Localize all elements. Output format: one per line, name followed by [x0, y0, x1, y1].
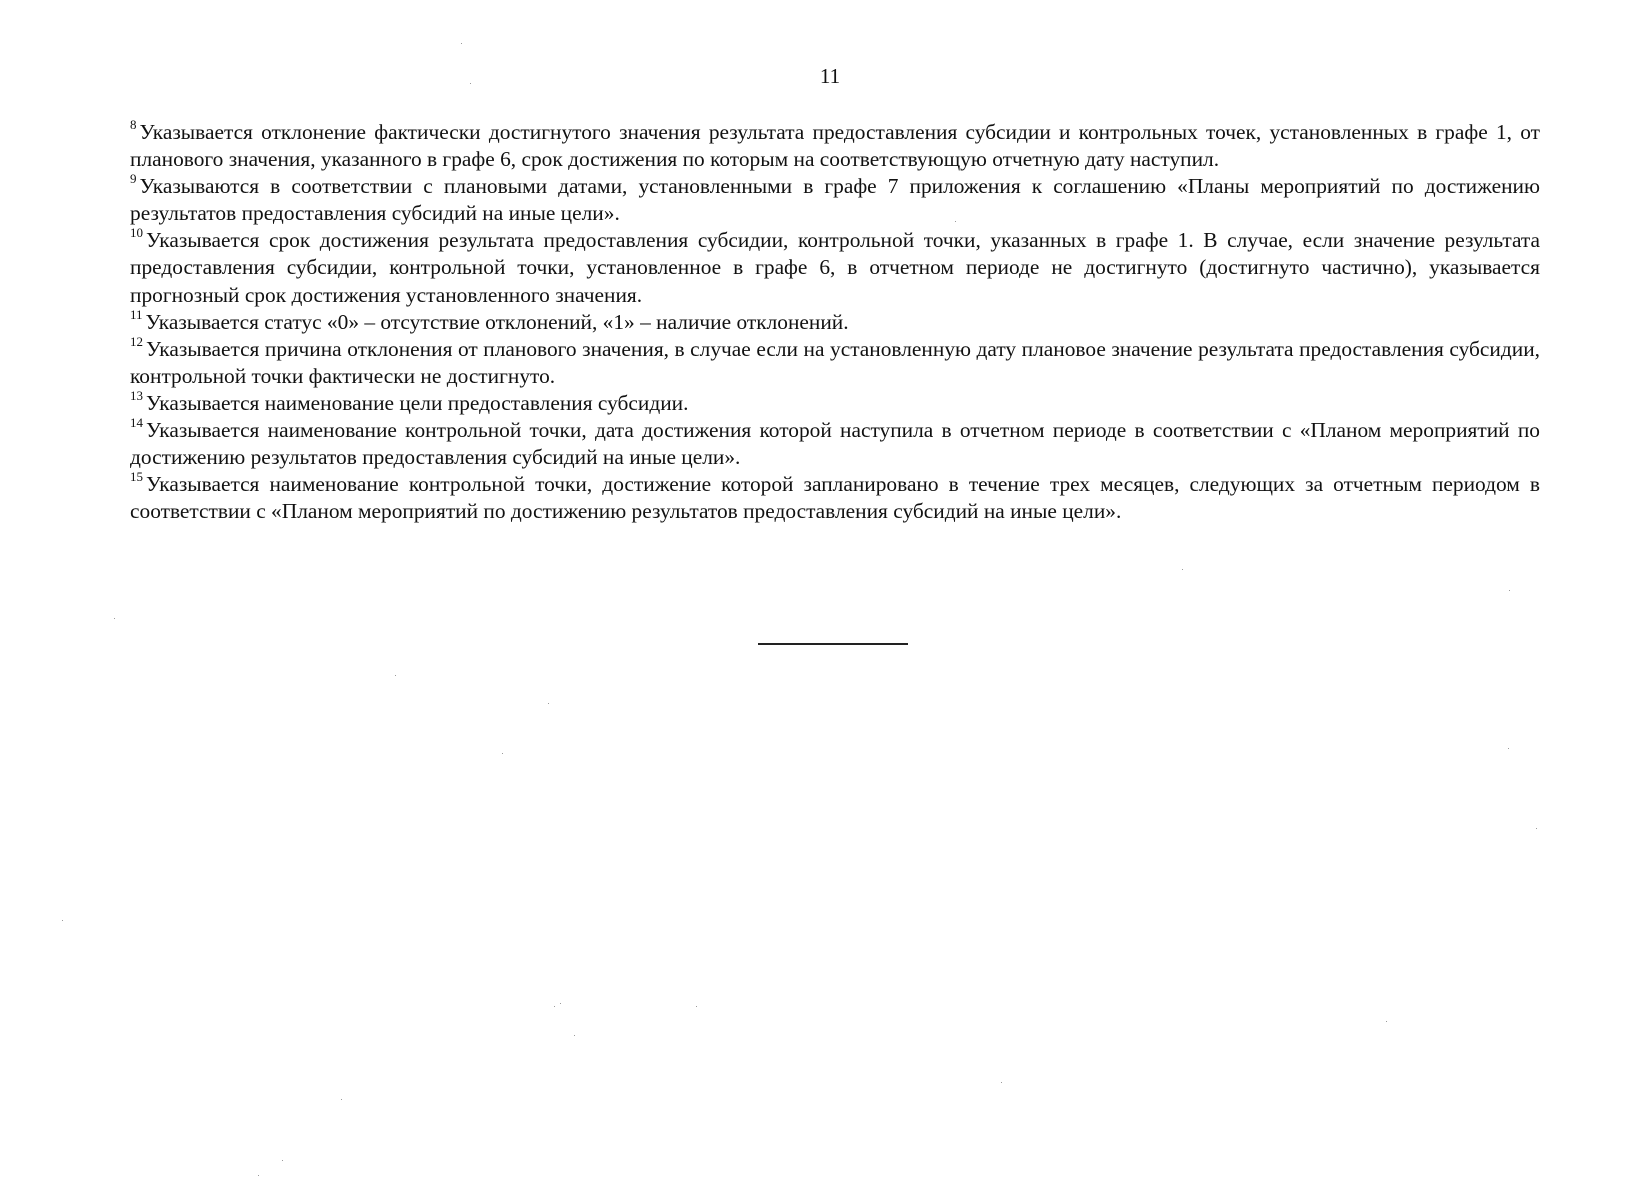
scan-speck [548, 703, 549, 704]
scan-speck [1001, 1082, 1002, 1083]
footnote-8 [130, 116, 1540, 173]
scan-speck [62, 920, 63, 921]
footnote-mark: 14 [130, 414, 143, 430]
scan-speck [1536, 828, 1537, 829]
footnote-mark: 8 [130, 116, 137, 132]
scan-speck [560, 1003, 561, 1004]
footnote-9 [130, 173, 1540, 227]
footnote-text: Указывается наименование контрольной точки, достижение которой запланировано в течение трех месяцев, следующих за отчетным периодом в соответствии с «Планом мероприятий по достижению результатов предоставления субсидий на иные цели». [130, 472, 1540, 524]
footnote-text: Указывается наименование контрольной точки, дата достижения которой наступила в отчетном периоде в соответствии с «Планом мероприятий по достижению результатов предоставления субсидий на иные цели». [130, 418, 1540, 470]
footnote-mark: 15 [130, 469, 143, 485]
scan-speck [258, 1175, 259, 1176]
footnote-mark: 11 [130, 306, 143, 322]
footnote-text: Указываются в соответствии с плановыми датами, установленными в графе 7 приложения к соглашению «Планы мероприятий по достижению результатов предоставления субсидий на иные цели». [130, 174, 1540, 226]
scan-speck [1508, 748, 1509, 749]
scan-speck [114, 618, 115, 619]
page-number: 11 [819, 64, 841, 88]
scan-speck [696, 1006, 697, 1007]
scan-speck [554, 1006, 555, 1007]
scan-speck [1509, 590, 1510, 591]
footnote-10 [130, 227, 1540, 308]
footnote-mark: 10 [130, 225, 143, 241]
footnote-14 [130, 414, 1540, 471]
footnote-text: Указывается срок достижения результата предоставления субсидии, контрольной точки, указанных в графе 1. В случае, если значение результата предоставления субсидии, контрольной точки, установленное в графе 6, в отчетном периоде не достигнуто (достигнуто частично), указывается прогнозный срок достижения установленного значения. [130, 228, 1540, 307]
scan-speck [470, 83, 471, 84]
footnote-12 [130, 333, 1540, 390]
end-separator-line [758, 643, 908, 645]
footnote-11 [130, 306, 1540, 336]
scan-speck [395, 675, 396, 676]
scan-speck [461, 43, 462, 44]
footnote-15 [130, 471, 1540, 525]
scan-speck [574, 1035, 575, 1036]
footnote-text: Указывается наименование цели предоставления субсидии. [146, 390, 689, 415]
footnote-text: Указывается статус «0» – отсутствие отклонений, «1» – наличие отклонений. [145, 309, 849, 334]
footnote-mark: 12 [130, 333, 143, 349]
scan-speck [341, 1099, 342, 1100]
footnote-text: Указывается отклонение фактически достигнутого значения результата предоставления субсидии и контрольных точек, установленных в графе 1, от планового значения, указанного в графе 6, срок достижения по которым на соответствующую отчетную дату наступил. [130, 120, 1540, 172]
scan-speck [1386, 1021, 1387, 1022]
footnotes-block [130, 116, 1540, 525]
footnote-text: Указывается причина отклонения от планового значения, в случае если на установленную дату плановое значение результата предоставления субсидии, контрольной точки фактически не достигнуто. [130, 336, 1540, 388]
scan-speck [955, 221, 956, 222]
footnote-mark: 9 [130, 171, 137, 187]
scan-speck [1182, 569, 1183, 570]
scan-speck [282, 1160, 283, 1161]
footnote-13 [130, 387, 1540, 417]
scan-speck [502, 753, 503, 754]
footnote-mark: 13 [130, 387, 143, 403]
